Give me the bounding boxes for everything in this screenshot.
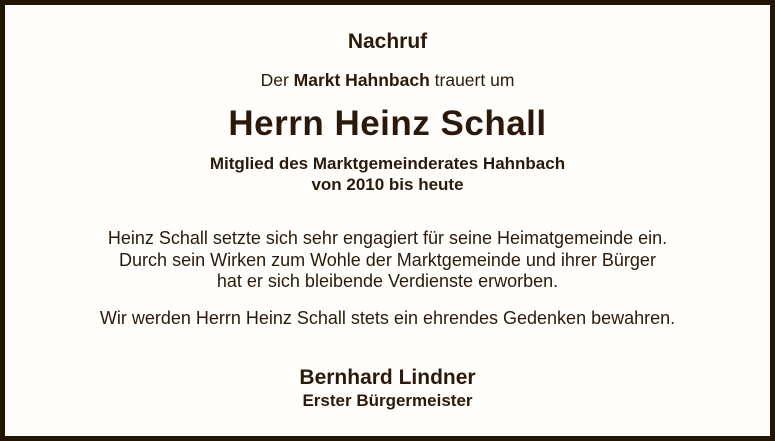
role-line-tenure: von 2010 bis heute <box>311 175 464 194</box>
signature-title: Erster Bürgermeister <box>302 391 473 410</box>
signature-name: Bernhard Lindner <box>299 366 476 389</box>
deceased-name: Herrn Heinz Schall <box>228 104 547 143</box>
tribute-line-1: Heinz Schall setzte sich sehr engagiert für seine Heimatgemeinde ein. <box>107 228 668 248</box>
role-block <box>5 153 770 195</box>
tribute-line-3: hat er sich bleibende Verdienste erworben. <box>216 271 559 291</box>
tribute-paragraph <box>5 228 770 293</box>
tribute-line-2: Durch sein Wirken zum Wohle der Marktgemeinde und ihrer Bürger <box>119 249 656 270</box>
intro-line <box>5 70 770 90</box>
notice-title: Nachruf <box>347 30 428 53</box>
intro-pre-text: Der <box>260 70 294 90</box>
role-line-membership: Mitglied des Marktgemeinderates Hahnbach <box>209 154 566 173</box>
intro-post-text: trauert um <box>429 70 515 90</box>
remembrance-line: Wir werden Herrn Heinz Schall stets ein ehrendes Gedenken bewahren. <box>99 307 676 328</box>
intro-organization-name: Markt Hahnbach <box>293 70 430 90</box>
